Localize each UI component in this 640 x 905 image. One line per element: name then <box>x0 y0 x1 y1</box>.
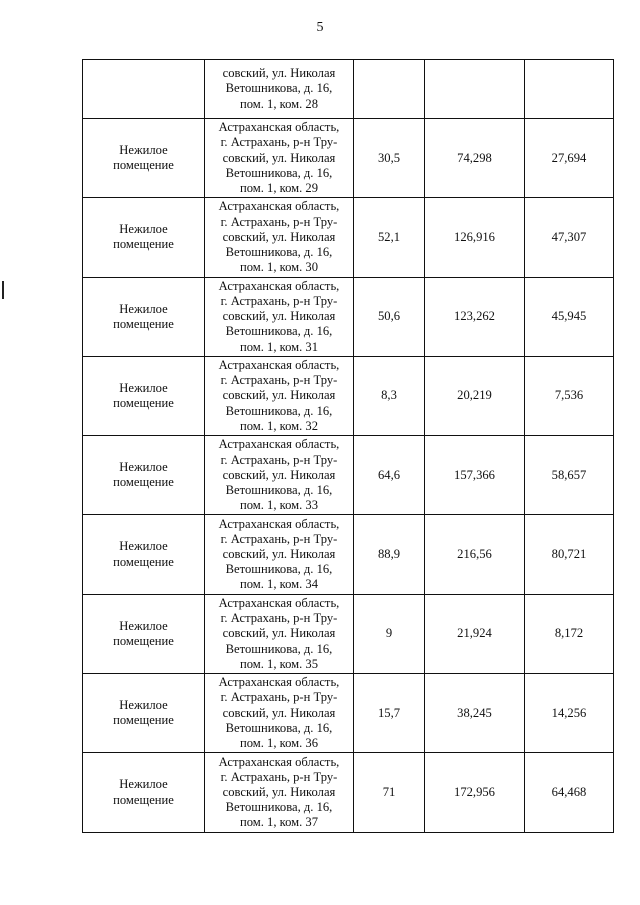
address-line: совский, ул. Николая <box>222 309 336 324</box>
address-line: Ветошникова, д. 16, <box>225 324 333 339</box>
address-line: пом. 1, ком. 37 <box>239 815 319 830</box>
address-cell <box>205 753 354 832</box>
address-line: г. Астрахань, р-н Тру- <box>220 690 338 705</box>
address-line: совский, ул. Николая <box>222 388 336 403</box>
address-line: Астраханская область, <box>218 595 340 610</box>
area-cell: 71 <box>354 753 425 832</box>
value2-cell: 27,694 <box>525 119 614 198</box>
table-row <box>83 119 614 198</box>
address-line: г. Астрахань, р-н Тру- <box>220 769 338 784</box>
value2-cell: 7,536 <box>525 356 614 435</box>
address-line: Ветошникова, д. 16, <box>225 482 333 497</box>
type-cell <box>83 674 205 753</box>
address-line: г. Астрахань, р-н Тру- <box>220 293 338 308</box>
value2-cell: 14,256 <box>525 674 614 753</box>
address-line: пом. 1, ком. 33 <box>239 498 319 513</box>
address-cell <box>205 356 354 435</box>
value2-cell <box>525 60 614 119</box>
value1-cell <box>425 60 525 119</box>
address-line: Ветошникова, д. 16, <box>225 165 333 180</box>
type-line: помещение <box>113 554 174 569</box>
type-cell <box>83 356 205 435</box>
address-line: г. Астрахань, р-н Тру- <box>220 452 338 467</box>
value1-cell: 74,298 <box>425 119 525 198</box>
area-cell: 52,1 <box>354 198 425 277</box>
address-line: Астраханская область, <box>218 516 340 531</box>
address-line: пом. 1, ком. 28 <box>239 96 319 111</box>
value1-cell: 20,219 <box>425 356 525 435</box>
address-line: совский, ул. Николая <box>222 547 336 562</box>
address-cell <box>205 119 354 198</box>
address-line: Астраханская область, <box>218 437 340 452</box>
address-cell <box>205 198 354 277</box>
value1-cell: 126,916 <box>425 198 525 277</box>
margin-mark <box>2 281 4 299</box>
type-cell <box>83 753 205 832</box>
address-line: г. Астрахань, р-н Тру- <box>220 373 338 388</box>
page-number: 5 <box>316 20 324 35</box>
table-row-continuation <box>83 60 614 119</box>
type-line: Нежилое <box>119 142 168 157</box>
address-line: совский, ул. Николая <box>222 784 336 799</box>
value1-cell: 38,245 <box>425 674 525 753</box>
area-cell: 15,7 <box>354 674 425 753</box>
address-line: Астраханская область, <box>218 278 340 293</box>
type-line: помещение <box>113 475 174 490</box>
table-row <box>83 356 614 435</box>
type-line: Нежилое <box>119 777 168 792</box>
value2-cell: 58,657 <box>525 436 614 515</box>
address-line: г. Астрахань, р-н Тру- <box>220 611 338 626</box>
value1-cell: 216,56 <box>425 515 525 594</box>
area-cell: 88,9 <box>354 515 425 594</box>
value2-cell: 45,945 <box>525 277 614 356</box>
table-row <box>83 277 614 356</box>
value2-cell: 80,721 <box>525 515 614 594</box>
address-cell <box>205 674 354 753</box>
address-line: Ветошникова, д. 16, <box>225 403 333 418</box>
address-line: Астраханская область, <box>218 675 340 690</box>
type-cell <box>83 436 205 515</box>
type-line: помещение <box>113 316 174 331</box>
table-row <box>83 515 614 594</box>
type-cell <box>83 119 205 198</box>
address-line: совский, ул. Николая <box>222 150 336 165</box>
type-line: Нежилое <box>119 301 168 316</box>
address-line: Ветошникова, д. 16, <box>225 81 333 96</box>
address-line: совский, ул. Николая <box>222 626 336 641</box>
value1-cell: 21,924 <box>425 594 525 673</box>
type-cell <box>83 594 205 673</box>
table-row <box>83 674 614 753</box>
value2-cell: 64,468 <box>525 753 614 832</box>
type-cell <box>83 60 205 119</box>
address-line: совский, ул. Николая <box>222 467 336 482</box>
address-line: совский, ул. Николая <box>222 66 336 81</box>
table-row <box>83 436 614 515</box>
address-line: пом. 1, ком. 32 <box>239 418 319 433</box>
type-line: Нежилое <box>119 222 168 237</box>
address-line: пом. 1, ком. 30 <box>239 260 319 275</box>
area-cell: 30,5 <box>354 119 425 198</box>
table-row <box>83 594 614 673</box>
type-line: помещение <box>113 237 174 252</box>
type-line: Нежилое <box>119 618 168 633</box>
address-cell <box>205 277 354 356</box>
address-cell <box>205 436 354 515</box>
table-body <box>83 119 614 833</box>
address-line: пом. 1, ком. 29 <box>239 180 319 195</box>
type-line: помещение <box>113 713 174 728</box>
address-line: Астраханская область, <box>218 199 340 214</box>
value1-cell: 123,262 <box>425 277 525 356</box>
address-line: Астраханская область, <box>218 754 340 769</box>
address-line: г. Астрахань, р-н Тру- <box>220 531 338 546</box>
address-line: пом. 1, ком. 35 <box>239 656 319 671</box>
address-line: Ветошникова, д. 16, <box>225 562 333 577</box>
table-row <box>83 753 614 832</box>
address-line: Астраханская область, <box>218 358 340 373</box>
address-line: Ветошникова, д. 16, <box>225 720 333 735</box>
type-line: Нежилое <box>119 539 168 554</box>
address-cell <box>205 60 354 119</box>
type-cell <box>83 277 205 356</box>
type-line: помещение <box>113 633 174 648</box>
address-line: Ветошникова, д. 16, <box>225 800 333 815</box>
area-cell <box>354 60 425 119</box>
value2-cell: 47,307 <box>525 198 614 277</box>
type-line: помещение <box>113 396 174 411</box>
address-cell <box>205 594 354 673</box>
address-line: Ветошникова, д. 16, <box>225 641 333 656</box>
type-cell <box>83 198 205 277</box>
address-line: Астраханская область, <box>218 120 340 135</box>
type-line: помещение <box>113 792 174 807</box>
type-line: помещение <box>113 158 174 173</box>
type-line: Нежилое <box>119 380 168 395</box>
value1-cell: 157,366 <box>425 436 525 515</box>
address-line: пом. 1, ком. 36 <box>239 736 319 751</box>
address-cell <box>205 515 354 594</box>
address-line: пом. 1, ком. 31 <box>239 339 319 354</box>
type-cell <box>83 515 205 594</box>
address-line: г. Астрахань, р-н Тру- <box>220 135 338 150</box>
type-line: Нежилое <box>119 460 168 475</box>
type-line: Нежилое <box>119 698 168 713</box>
address-line: совский, ул. Николая <box>222 705 336 720</box>
area-cell: 64,6 <box>354 436 425 515</box>
property-table <box>82 59 614 833</box>
address-line: совский, ул. Николая <box>222 229 336 244</box>
area-cell: 9 <box>354 594 425 673</box>
table-row <box>83 198 614 277</box>
address-line: пом. 1, ком. 34 <box>239 577 319 592</box>
address-line: Ветошникова, д. 16, <box>225 245 333 260</box>
value2-cell: 8,172 <box>525 594 614 673</box>
area-cell: 8,3 <box>354 356 425 435</box>
area-cell: 50,6 <box>354 277 425 356</box>
value1-cell: 172,956 <box>425 753 525 832</box>
address-line: г. Астрахань, р-н Тру- <box>220 214 338 229</box>
